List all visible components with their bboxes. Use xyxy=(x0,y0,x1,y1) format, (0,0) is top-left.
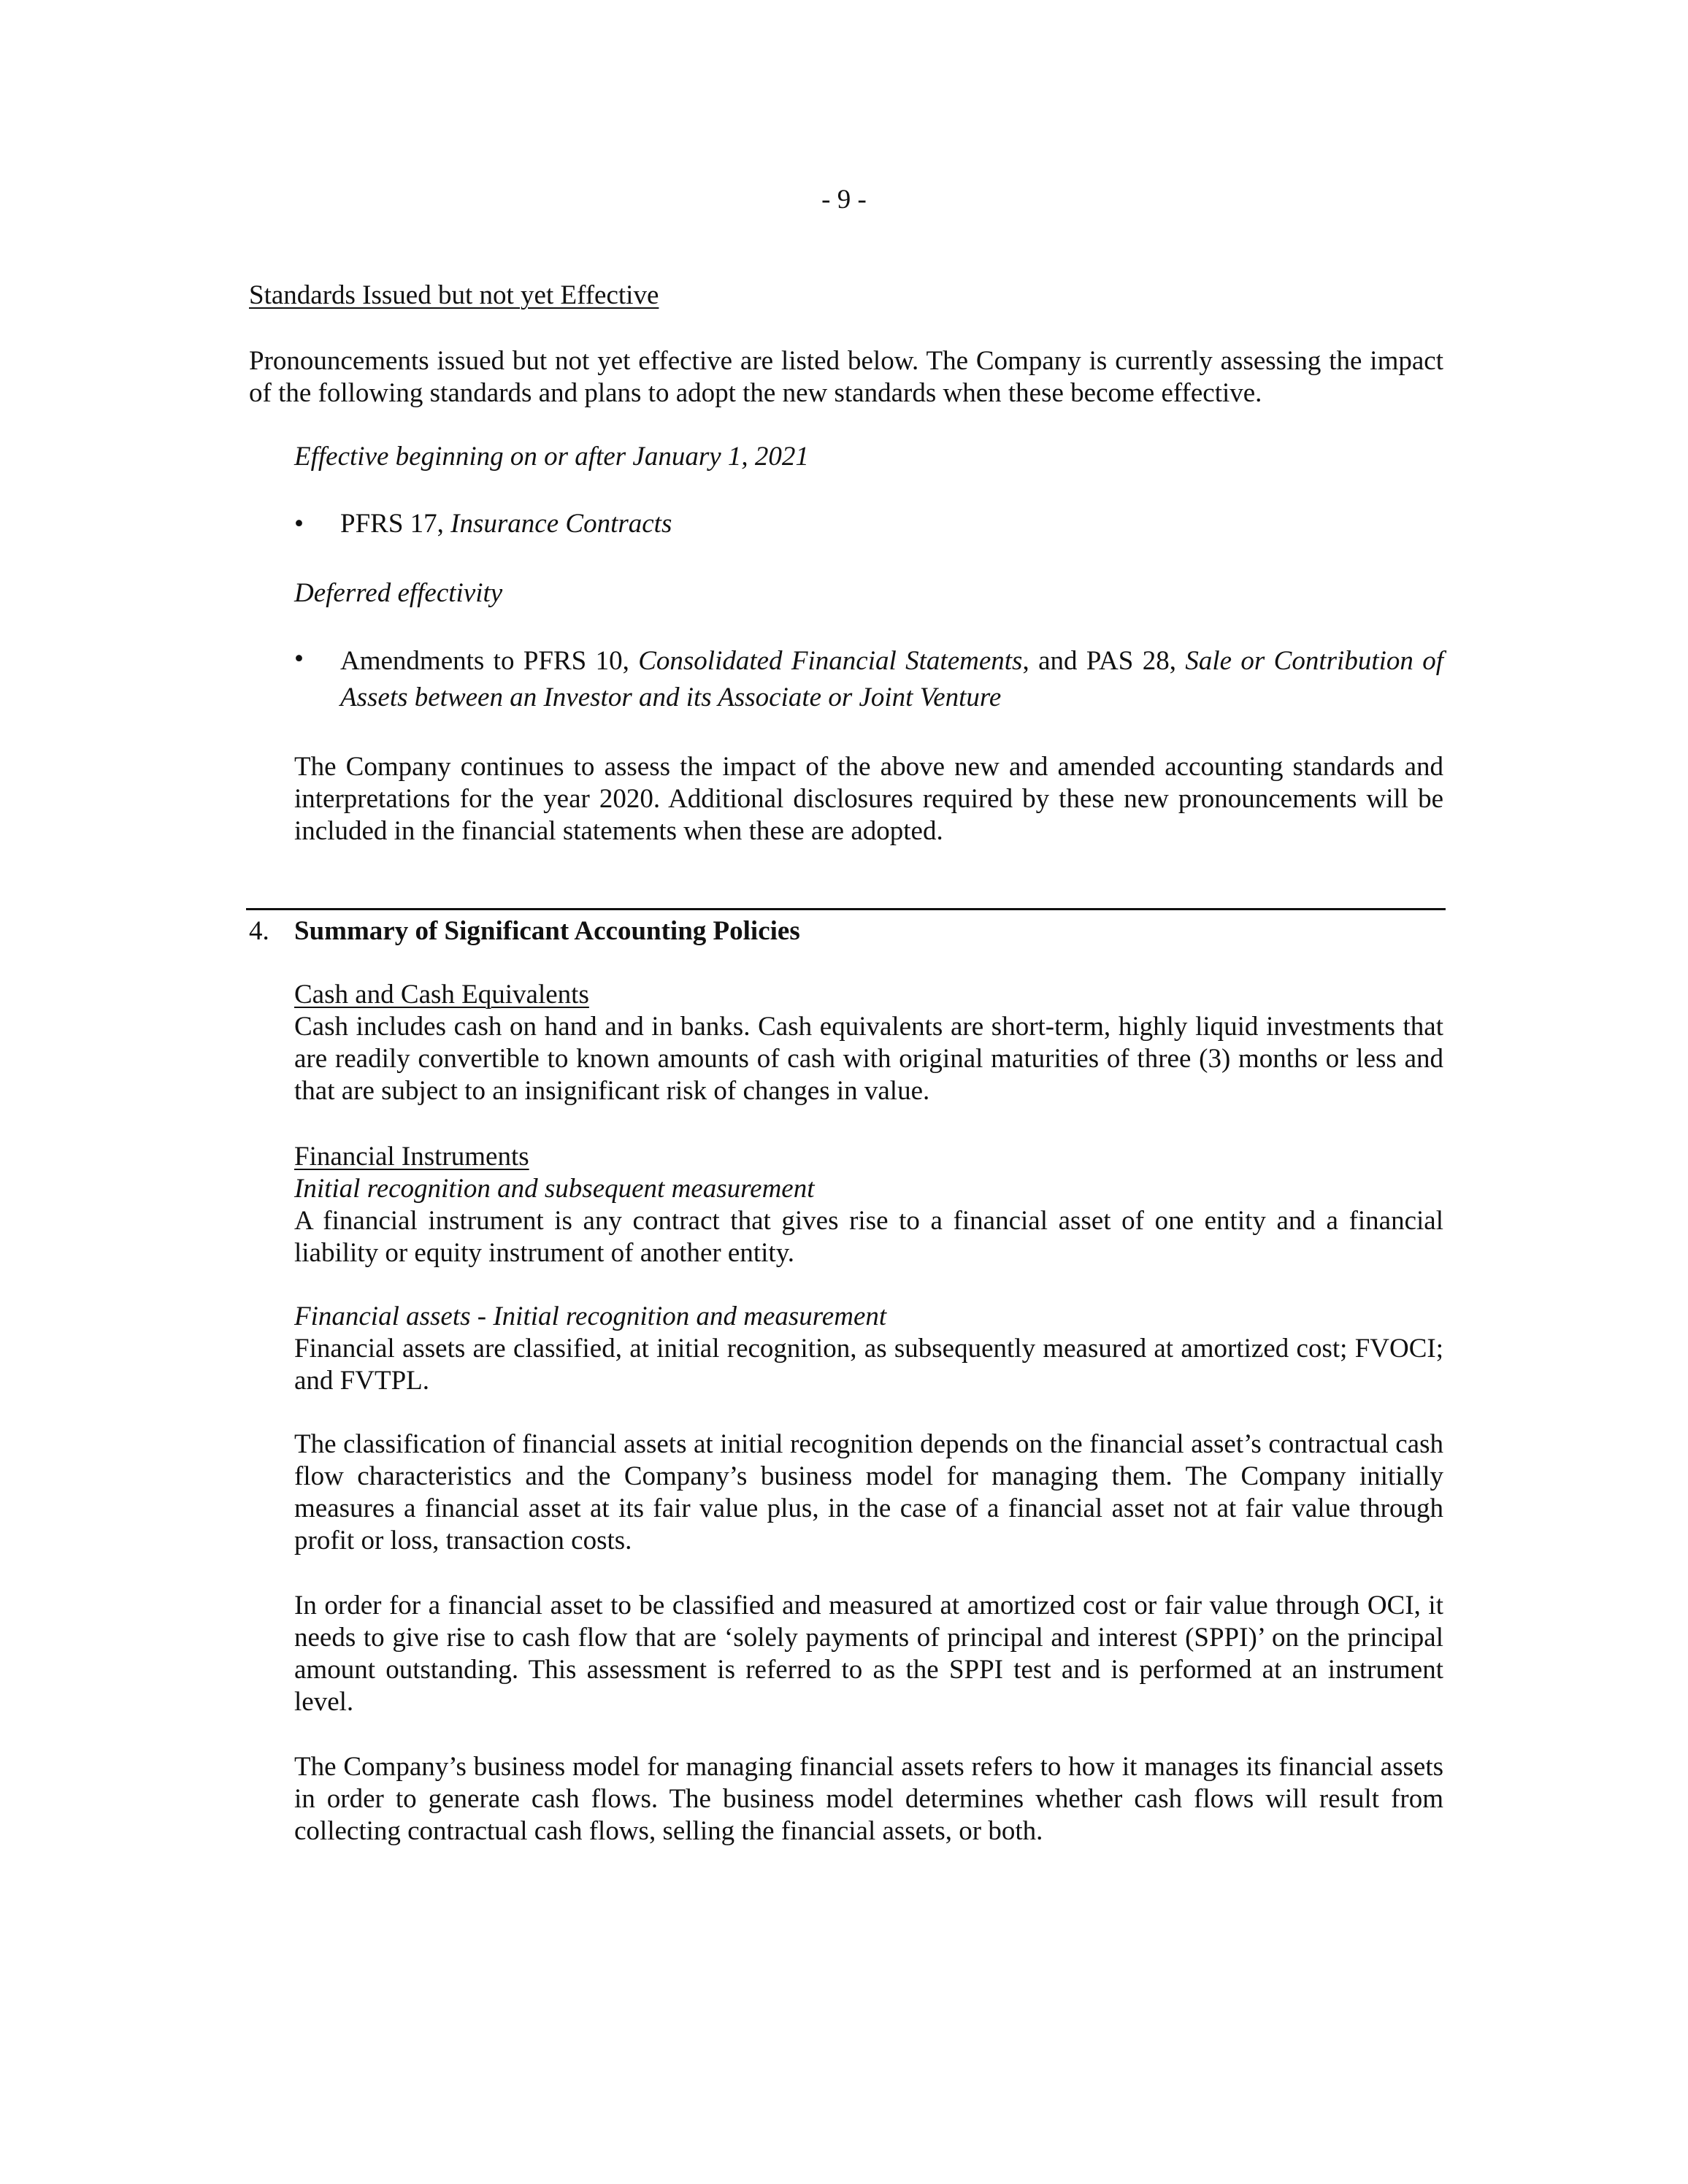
standards-closing: The Company continues to assess the impact of the above new and amended accounting standards and interpretations for the year 2020. Additional disclosures required by these new pronouncements will be included in the financial statements when these are adopted. xyxy=(294,752,1443,846)
group2-heading: Deferred effectivity xyxy=(294,578,503,608)
bullet2-title1: Consolidated Financial Statements xyxy=(638,646,1023,676)
fa-subheading-b: Initial recognition and measurement xyxy=(493,1301,887,1331)
section-title: Summary of Significant Accounting Policies xyxy=(294,916,800,946)
fi-heading: Financial Instruments xyxy=(294,1142,529,1172)
bullet1-prefix: PFRS 17, xyxy=(340,509,451,539)
cash-text: Cash includes cash on hand and in banks. Cash equivalents are short-term, highly liquid investments that are readily convertible to known amounts of cash with original maturities of three (3) months or less and that are subject to an insignificant risk of changes in value. xyxy=(294,1012,1443,1106)
bullet1-title: Insurance Contracts xyxy=(450,509,672,539)
group1-heading: Effective beginning on or after January 1, 2021 xyxy=(294,442,809,472)
bullet2-mid: , and PAS 28, xyxy=(1022,646,1186,676)
bullet-pfrs10 xyxy=(340,643,1443,716)
fa-subheading-sep: - xyxy=(470,1301,494,1331)
bullet-icon: • xyxy=(294,644,304,674)
cash-heading: Cash and Cash Equivalents xyxy=(294,980,589,1010)
fa-subheading xyxy=(294,1301,1443,1333)
standards-heading: Standards Issued but not yet Effective xyxy=(249,280,659,310)
fi-text: A financial instrument is any contract that gives rise to a financial asset of one entity and a financial liability or equity instrument of another entity. xyxy=(294,1206,1443,1268)
page-number: - 9 - xyxy=(821,185,867,215)
bullet2-title2: Sale or Contribution of Assets between an Investor and its Associate or Joint Venture xyxy=(340,646,1444,712)
para-business-model: The Company’s business model for managing financial assets refers to how it manages its financial assets in order to generate cash flows. The business model determines whether cash flows will result from collecting contractual cash flows, selling the financial assets, or both. xyxy=(294,1752,1443,1846)
fa-subheading-a: Financial assets xyxy=(294,1301,471,1331)
fa-text: Financial assets are classified, at initial recognition, as subsequently measured at amortized cost; FVOCI; and FVTPL. xyxy=(294,1334,1443,1396)
fi-subheading: Initial recognition and subsequent measurement xyxy=(294,1174,815,1204)
bullet2-prefix: Amendments to PFRS 10, xyxy=(340,646,639,676)
para-classification: The classification of financial assets at initial recognition depends on the financial asset’s contractual cash flow characteristics and the Company’s business model for managing them. The Company initially measures a financial asset at its fair value plus, in the case of a financial asset not at fair value through profit or loss, transaction costs. xyxy=(294,1429,1443,1556)
bullet-pfrs17 xyxy=(340,508,1443,540)
section-number: 4. xyxy=(249,916,269,946)
section-divider xyxy=(246,908,1446,910)
bullet-icon: • xyxy=(294,509,304,539)
para-sppi: In order for a financial asset to be classified and measured at amortized cost or fair value through OCI, it needs to give rise to cash flow that are ‘solely payments of principal and interest (SPPI)’ on the principal amount outstanding. This assessment is referred to as the SPPI test and is performed at an instrument level. xyxy=(294,1591,1443,1717)
standards-intro: Pronouncements issued but not yet effective are listed below. The Company is currently assessing the impact of the following standards and plans to adopt the new standards when these become effective. xyxy=(249,346,1443,408)
